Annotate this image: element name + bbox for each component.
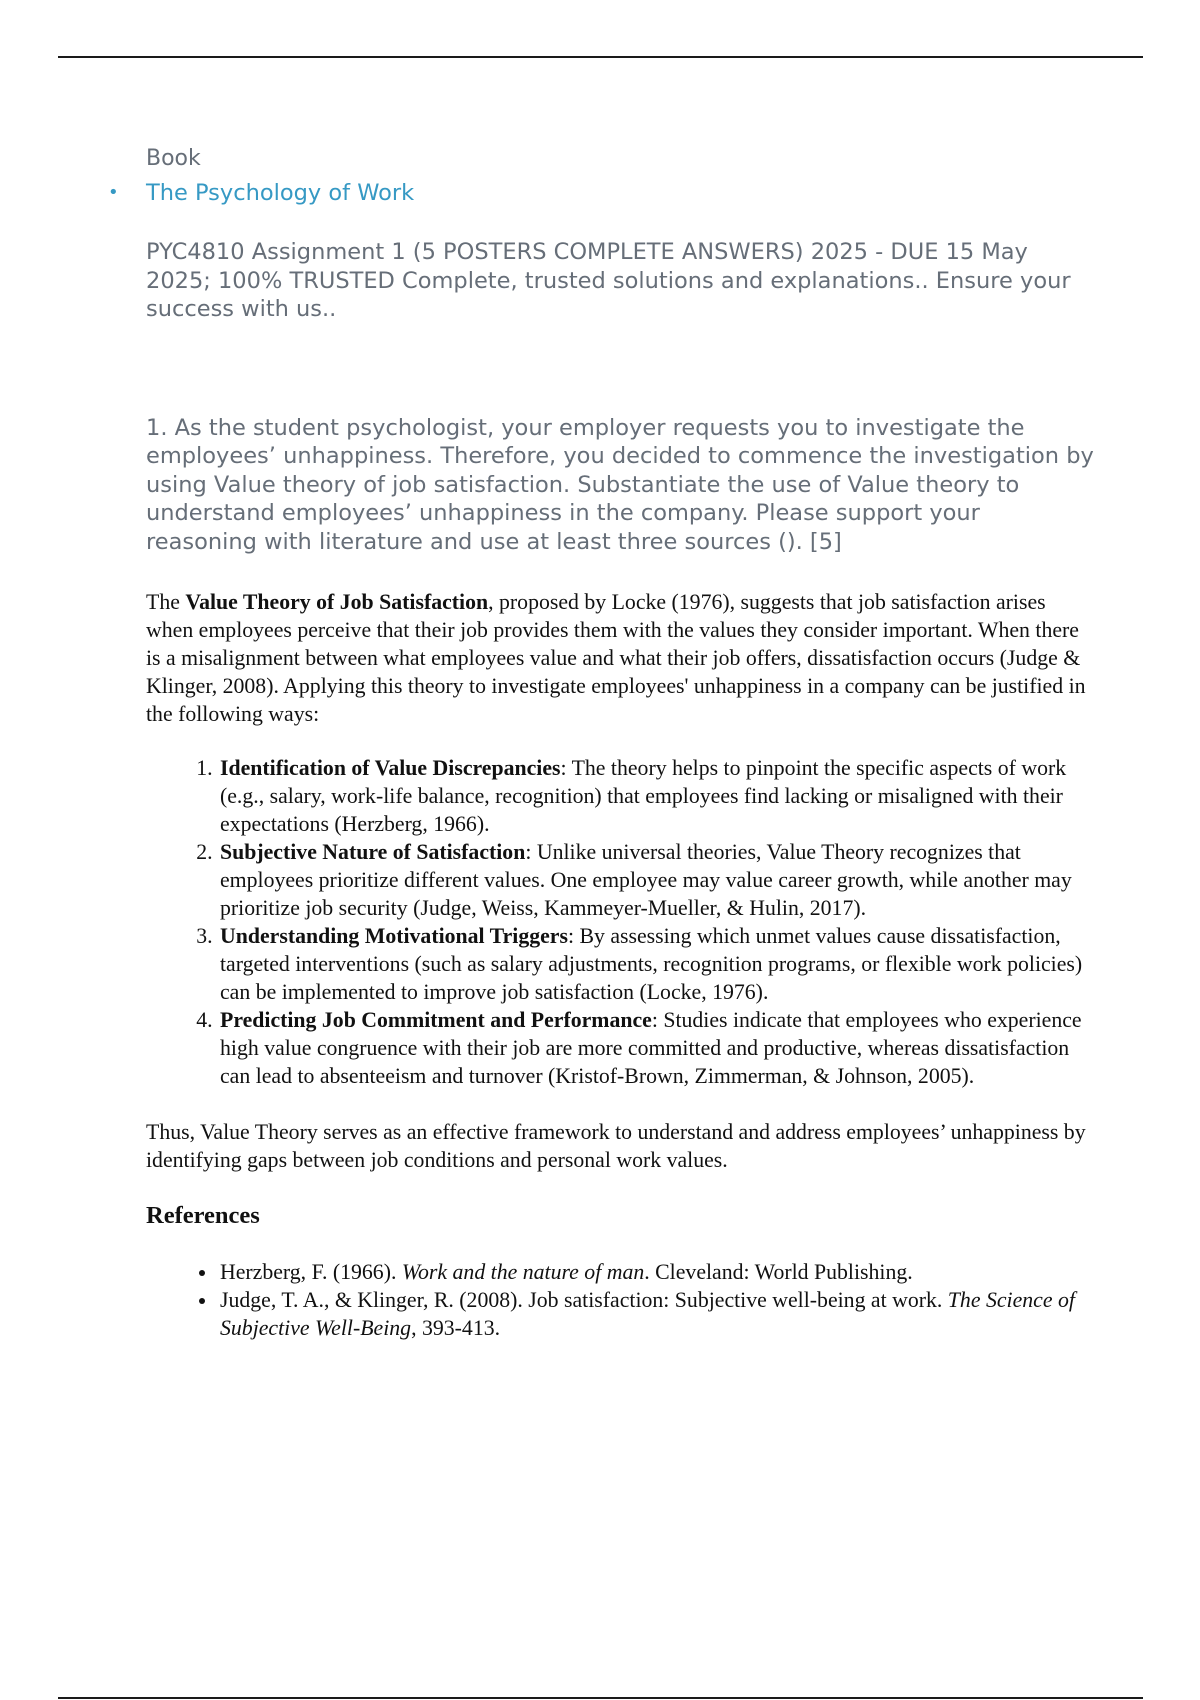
reference-pre: Herzberg, F. (1966). xyxy=(220,1260,402,1284)
reference-pre: Judge, T. A., & Klinger, R. (2008). Job satisfaction: Subjective well-being at work. xyxy=(220,1288,948,1312)
point-text: : Studies indicate that employees who experience high value congruence with their job are more committed and productive, whereas dissatisfaction can lead to absenteeism and turnover (Kristof-Brown, Zimmerman, & Johnson, 2005). xyxy=(220,1008,1082,1088)
reference-post: . Cleveland: World Publishing. xyxy=(644,1260,913,1284)
top-rule xyxy=(58,56,1143,58)
bottom-rule xyxy=(58,1697,1143,1699)
reference-italic: Work and the nature of man xyxy=(401,1260,645,1284)
book-label: Book xyxy=(146,146,201,171)
points-list xyxy=(146,754,1096,1090)
intro-lead: The xyxy=(146,590,186,614)
book-link[interactable] xyxy=(108,176,1096,210)
intro-bold: Value Theory of Job Satisfaction xyxy=(185,590,489,614)
point-title: Identification of Value Discrepancies xyxy=(220,756,561,780)
bullet-icon: • xyxy=(108,182,119,203)
point-title: Subjective Nature of Satisfaction xyxy=(220,840,526,864)
references-list xyxy=(146,1258,1096,1342)
reference-item xyxy=(218,1258,1096,1286)
book-link-text[interactable]: The Psychology of Work xyxy=(146,180,415,206)
book-list xyxy=(108,176,1096,210)
point-item xyxy=(218,754,1096,838)
conclusion-paragraph: Thus, Value Theory serves as an effective framework to understand and address employees’ unhappiness by identifying gaps between job conditions and personal work values. xyxy=(146,1120,1086,1172)
point-text: : Unlike universal theories, Value Theory recognizes that employees prioritize different values. One employee may value career growth, while another may prioritize job security (Judge, Weiss, Kammeyer-Mueller, & Hulin, 2017). xyxy=(220,840,1072,920)
question-text: 1. As the student psychologist, your employer requests you to investigate the employees’ unhappiness. Therefore, you decided to commence the investigation by using Value theory of job satisfaction. Substantiate the use of Value theory to understand employees’ unhappiness in the company. Please support your reasoning with literature and use at least three sources (). [5] xyxy=(146,414,1094,555)
references-heading: References xyxy=(146,1202,260,1229)
point-item xyxy=(218,1006,1096,1090)
page-content xyxy=(108,142,1096,1342)
point-title: Understanding Motivational Triggers xyxy=(220,924,568,948)
point-item xyxy=(218,922,1096,1006)
reference-italic: The Science of Subjective Well-Being xyxy=(220,1288,1075,1340)
point-text: : By assessing which unmet values cause dissatisfaction, targeted interventions (such as salary adjustments, recognition programs, or flexible work policies) can be implemented to improve job satisfaction (Locke, 1976). xyxy=(220,924,1083,1004)
intro-rest: , proposed by Locke (1976), suggests that job satisfaction arises when employees perceive that their job provides them with the values they consider important. When there is a misalignment between what employees value and what their job offers, dissatisfaction occurs (Judge & Klinger, 2008). Applying this theory to investigate employees' unhappiness in a company can be justified in the following ways: xyxy=(146,590,1086,726)
reference-post: , 393-413. xyxy=(411,1316,501,1340)
point-text: : The theory helps to pinpoint the specific aspects of work (e.g., salary, work-life balance, recognition) that employees find lacking or misaligned with their expectations (Herzberg, 1966). xyxy=(220,756,1067,836)
reference-item xyxy=(218,1286,1096,1342)
intro-paragraph xyxy=(146,588,1096,728)
point-item xyxy=(218,838,1096,922)
point-title: Predicting Job Commitment and Performance xyxy=(220,1008,652,1032)
document-title: PYC4810 Assignment 1 (5 POSTERS COMPLETE ANSWERS) 2025 - DUE 15 May 2025; 100% TRUSTED Complete, trusted solutions and explanations.. Ensure your success with us.. xyxy=(146,239,1071,322)
